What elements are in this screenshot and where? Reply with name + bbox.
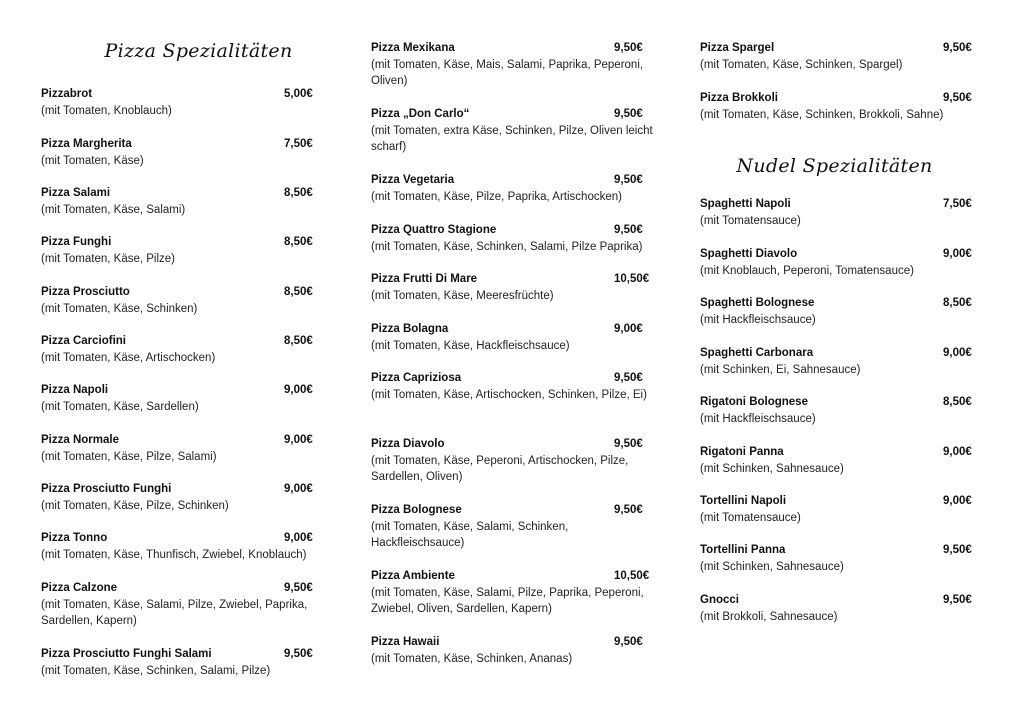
menu-item-name: Pizza Brokkoli [700, 92, 778, 104]
menu-item [41, 136, 331, 169]
menu-item-name: Pizza Margherita [41, 138, 132, 150]
menu-item-description: (mit Tomaten, Käse, Salami, Pilze, Paprika, Peperoni, Zwiebel, Oliven, Sardellen, Kapern) [371, 586, 644, 615]
menu-item [41, 234, 331, 267]
menu-item-price: 8,50€ [943, 297, 972, 309]
menu-item-description: (mit Tomaten, Käse, Pilze) [41, 252, 176, 265]
menu-item-price: 10,50€ [614, 570, 650, 582]
menu-item [700, 295, 990, 328]
menu-item-name: Pizza Bolagna [371, 323, 449, 335]
menu-item-name: Pizza Calzone [41, 582, 118, 594]
menu-item [700, 345, 990, 378]
menu-item-name: Pizza Spargel [700, 42, 775, 54]
menu-item-description: (mit Tomaten, Käse, Hackfleischsauce) [371, 339, 570, 352]
menu-item-description: (mit Tomaten, Käse, Pilze, Schinken) [41, 499, 229, 512]
menu-item [41, 481, 331, 514]
menu-item-price: 9,00€ [943, 347, 972, 359]
menu-item-description: (mit Hackfleischsauce) [700, 412, 816, 425]
menu-item-name: Pizza „Don Carlo“ [371, 108, 470, 120]
menu-item-description: (mit Tomaten, Käse, Artischocken) [41, 351, 216, 364]
menu-item-description: (mit Tomaten, Käse, Thunfisch, Zwiebel, Knoblauch) [41, 548, 307, 561]
menu-item [371, 40, 661, 90]
menu-item [371, 436, 661, 486]
menu-item-price: 9,50€ [284, 582, 313, 594]
menu-item-name: Gnocci [700, 594, 739, 606]
menu-item-description: (mit Tomaten, Käse, Schinken) [41, 302, 198, 315]
menu-item-description: (mit Hackfleischsauce) [700, 313, 816, 326]
menu-item [700, 196, 990, 229]
menu-item-price: 9,50€ [284, 648, 313, 660]
menu-item-price: 8,50€ [284, 335, 313, 347]
nudel-section-title: Nudel Spezialitäten [736, 155, 933, 177]
menu-item [371, 222, 661, 255]
menu-item-price: 9,50€ [614, 108, 643, 120]
menu-item-name: Pizzabrot [41, 88, 93, 100]
menu-item-description: (mit Tomaten, Käse, Meeresfrüchte) [371, 289, 554, 302]
menu-item [41, 530, 331, 563]
menu-item-name: Spaghetti Carbonara [700, 347, 814, 359]
menu-item [700, 592, 990, 625]
menu-item [700, 40, 990, 73]
menu-item-name: Pizza Diavolo [371, 438, 445, 450]
menu-item [371, 172, 661, 205]
pizza-section-title: Pizza Spezialitäten [104, 40, 293, 62]
menu-item [371, 321, 661, 354]
menu-item-description: (mit Tomaten, Käse, Salami, Schinken, Hackfleischsauce) [371, 520, 569, 549]
menu-item-description: (mit Tomaten, Käse, Mais, Salami, Paprika, Peperoni, Oliven) [371, 58, 644, 87]
menu-item [700, 394, 990, 427]
menu-item-price: 9,50€ [614, 224, 643, 236]
menu-item [700, 444, 990, 477]
menu-item-description: (mit Tomaten, Käse, Salami) [41, 203, 186, 216]
menu-item-description: (mit Knoblauch, Peperoni, Tomatensauce) [700, 264, 914, 277]
menu-item-name: Spaghetti Diavolo [700, 248, 798, 260]
menu-item-name: Tortellini Panna [700, 544, 786, 556]
menu-item-name: Pizza Carciofini [41, 335, 126, 347]
menu-item-name: Rigatoni Panna [700, 446, 784, 458]
menu-item-description: (mit Schinken, Ei, Sahnesauce) [700, 363, 861, 376]
menu-item [700, 542, 990, 575]
menu-item-price: 9,50€ [614, 42, 643, 54]
menu-item-name: Spaghetti Napoli [700, 198, 791, 210]
menu-item-price: 9,00€ [284, 434, 313, 446]
menu-item [41, 432, 331, 465]
menu-item-price: 8,50€ [943, 396, 972, 408]
menu-item [41, 333, 331, 366]
menu-item-description: (mit Tomaten, Käse, Pilze, Salami) [41, 450, 217, 463]
menu-item-price: 9,50€ [614, 174, 643, 186]
menu-item-price: 9,00€ [284, 483, 313, 495]
menu-item-name: Pizza Bolognese [371, 504, 462, 516]
menu-item [700, 90, 990, 123]
menu-item-description: (mit Tomaten, extra Käse, Schinken, Pilze, Oliven leicht scharf) [371, 124, 653, 153]
menu-item-description: (mit Tomatensauce) [700, 511, 801, 524]
menu-item-description: (mit Tomaten, Käse, Schinken, Salami, Pilze Paprika) [371, 240, 643, 253]
menu-item-price: 9,50€ [943, 544, 972, 556]
menu-item [371, 106, 661, 156]
menu-item [41, 86, 331, 119]
menu-item-price: 9,50€ [614, 504, 643, 516]
menu-item-name: Pizza Tonno [41, 532, 108, 544]
menu-item-name: Spaghetti Bolognese [700, 297, 815, 309]
menu-item [41, 646, 331, 679]
menu-item-description: (mit Tomatensauce) [700, 214, 801, 227]
menu-item-description: (mit Tomaten, Käse, Salami, Pilze, Zwiebel, Paprika, Sardellen, Kapern) [41, 598, 308, 627]
menu-item-name: Pizza Prosciutto Funghi Salami [41, 648, 212, 660]
menu-item-price: 5,00€ [284, 88, 313, 100]
menu-item-description: (mit Tomaten, Käse, Schinken, Ananas) [371, 652, 573, 665]
menu-item-price: 10,50€ [614, 273, 650, 285]
menu-item-price: 9,00€ [614, 323, 643, 335]
menu-item [371, 502, 661, 552]
menu-item-description: (mit Tomaten, Knoblauch) [41, 104, 172, 117]
menu-item-name: Pizza Napoli [41, 384, 109, 396]
menu-item-description: (mit Tomaten, Käse, Artischocken, Schinken, Pilze, Ei) [371, 388, 647, 401]
menu-item-name: Pizza Salami [41, 187, 111, 199]
menu-item-description: (mit Tomaten, Käse) [41, 154, 144, 167]
menu-item-description: (mit Brokkoli, Sahnesauce) [700, 610, 838, 623]
menu-item-name: Pizza Prosciutto [41, 286, 130, 298]
menu-item-name: Pizza Hawaii [371, 636, 440, 648]
menu-item [41, 284, 331, 317]
menu-item-price: 9,50€ [943, 594, 972, 606]
menu-item-description: (mit Tomaten, Käse, Schinken, Salami, Pilze) [41, 664, 271, 677]
menu-item [371, 370, 661, 403]
menu-item-description: (mit Tomaten, Käse, Sardellen) [41, 400, 199, 413]
menu-item-name: Pizza Capriziosa [371, 372, 462, 384]
menu-item-price: 9,50€ [614, 372, 643, 384]
menu-item [41, 382, 331, 415]
menu-item [700, 246, 990, 279]
menu-item-price: 8,50€ [284, 236, 313, 248]
menu-item-name: Pizza Mexikana [371, 42, 455, 54]
menu-item [371, 634, 661, 667]
menu-item-name: Tortellini Napoli [700, 495, 787, 507]
menu-item [41, 185, 331, 218]
menu-item-price: 9,00€ [943, 495, 972, 507]
menu-item [41, 580, 331, 630]
menu-item-price: 9,00€ [284, 384, 313, 396]
menu-item-description: (mit Tomaten, Käse, Schinken, Spargel) [700, 58, 903, 71]
menu-item-price: 9,50€ [614, 636, 643, 648]
menu-item-name: Pizza Quattro Stagione [371, 224, 497, 236]
menu-item-name: Pizza Vegetaria [371, 174, 455, 186]
menu-item-name: Pizza Frutti Di Mare [371, 273, 478, 285]
menu-item-price: 8,50€ [284, 187, 313, 199]
menu-item-name: Rigatoni Bolognese [700, 396, 808, 408]
menu-item-description: (mit Tomaten, Käse, Schinken, Brokkoli, Sahne) [700, 108, 944, 121]
menu-item-description: (mit Schinken, Sahnesauce) [700, 560, 844, 573]
menu-item-price: 7,50€ [284, 138, 313, 150]
menu-item [371, 271, 661, 304]
menu-item-price: 9,00€ [284, 532, 313, 544]
menu-item-price: 9,00€ [943, 248, 972, 260]
menu-item-price: 9,50€ [943, 92, 972, 104]
menu-item-price: 9,50€ [943, 42, 972, 54]
menu-item [700, 493, 990, 526]
menu-item-name: Pizza Prosciutto Funghi [41, 483, 172, 495]
menu-item-name: Pizza Funghi [41, 236, 112, 248]
menu-item-description: (mit Tomaten, Käse, Pilze, Paprika, Artischocken) [371, 190, 622, 203]
menu-item-description: (mit Tomaten, Käse, Peperoni, Artischocken, Pilze, Sardellen, Oliven) [371, 454, 629, 483]
menu-item-name: Pizza Ambiente [371, 570, 455, 582]
menu-item-price: 9,50€ [614, 438, 643, 450]
menu-item-price: 9,00€ [943, 446, 972, 458]
menu-item-price: 7,50€ [943, 198, 972, 210]
menu-item-description: (mit Schinken, Sahnesauce) [700, 462, 844, 475]
menu-item [371, 568, 661, 618]
menu-item-price: 8,50€ [284, 286, 313, 298]
menu-item-name: Pizza Normale [41, 434, 119, 446]
